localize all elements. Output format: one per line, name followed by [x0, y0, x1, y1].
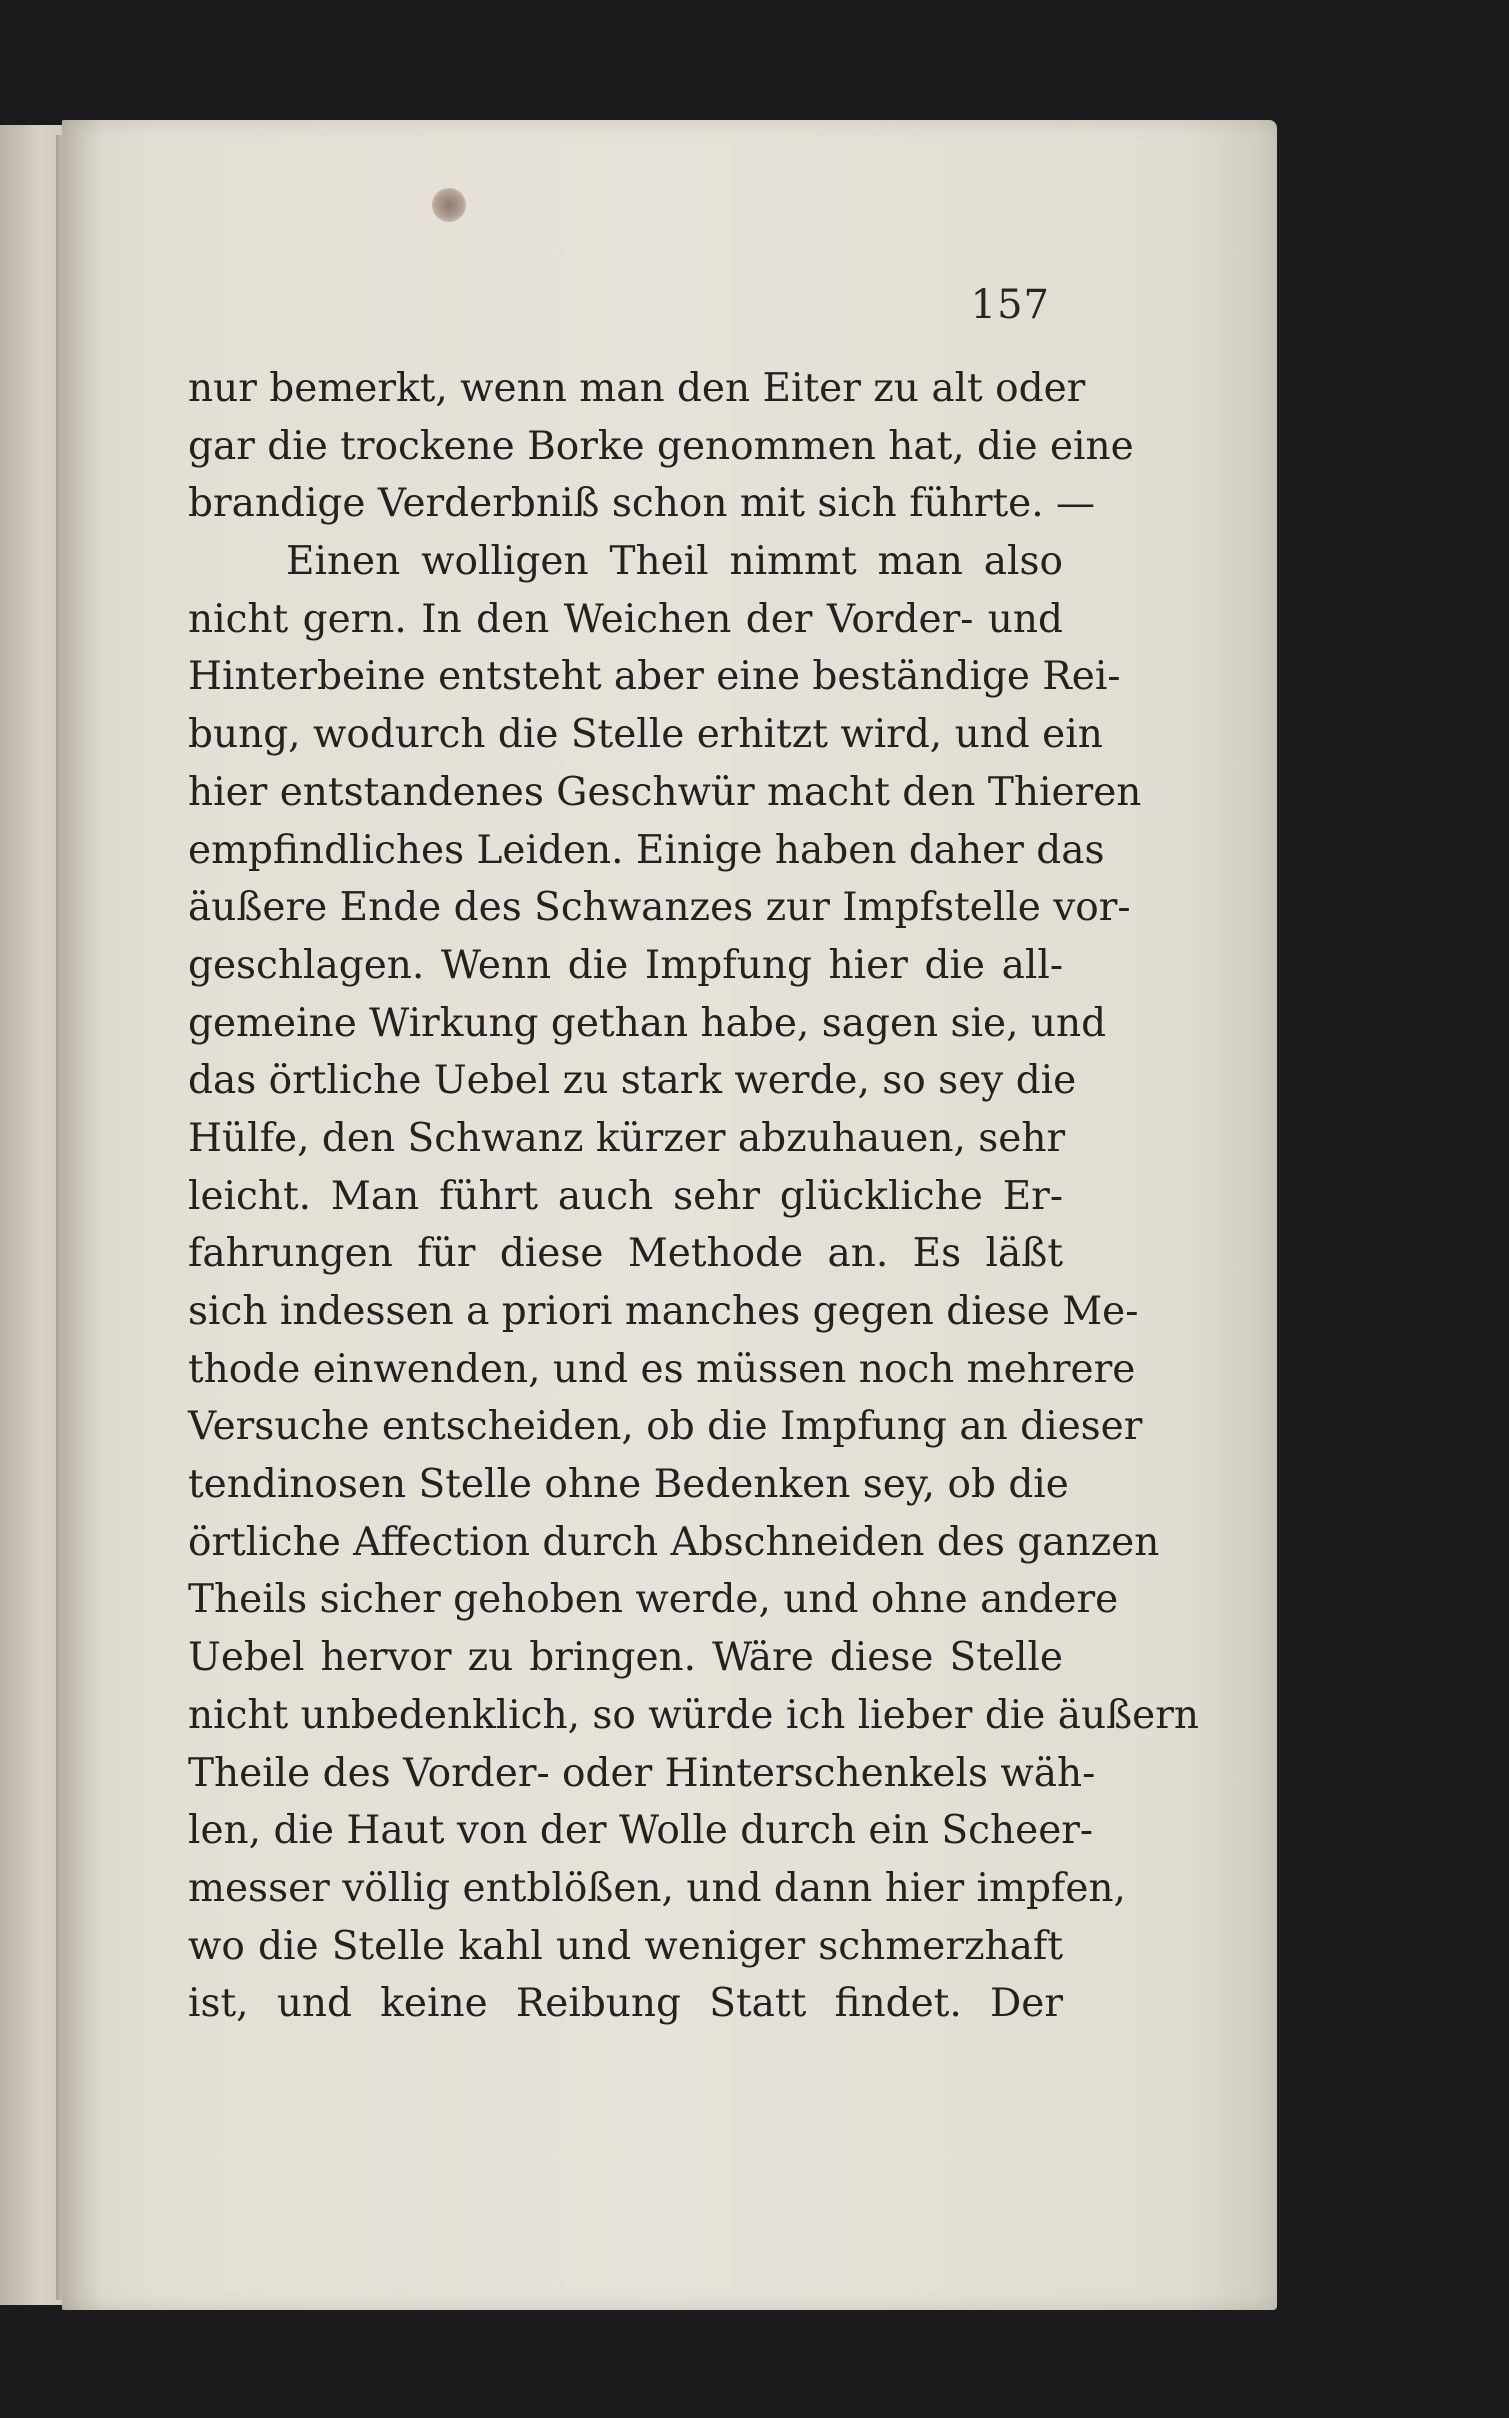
text-line: Uebel hervor zu bringen. Wäre diese Stelle — [188, 1635, 1063, 1681]
text-line: örtliche Affection durch Abschneiden des ganzen — [188, 1519, 1160, 1565]
text-line: messer völlig entblößen, und dann hier impfen, — [188, 1865, 1126, 1911]
text-line: len, die Haut von der Wolle durch ein Scheer- — [188, 1808, 1094, 1854]
text-line: nur bemerkt, wenn man den Eiter zu alt oder — [188, 366, 1086, 411]
text-line: nicht unbedenklich, so würde ich lieber die äußern — [188, 1692, 1199, 1738]
text-line: Versuche entscheiden, ob die Impfung an dieser — [188, 1404, 1143, 1450]
page-number: 157 — [970, 282, 1050, 328]
text-line: das örtliche Uebel zu stark werde, so sey die — [188, 1058, 1077, 1104]
text-line: brandige Verderbniß schon mit sich führte. — — [188, 481, 1096, 527]
text-line: tendinosen Stelle ohne Bedenken sey, ob die — [188, 1462, 1069, 1508]
text-line: geschlagen. Wenn die Impfung hier die all- — [188, 942, 1063, 988]
page-gutter-shadow — [62, 120, 102, 2310]
text-line: äußere Ende des Schwanzes zur Impfstelle vor- — [188, 885, 1131, 931]
text-line: empfindliches Leiden. Einige haben daher das — [188, 827, 1105, 873]
text-line: sich indessen a priori manches gegen diese Me- — [188, 1289, 1139, 1334]
text-line: Theile des Vorder- oder Hinterschenkels wäh- — [188, 1750, 1096, 1796]
text-line: hier entstandenes Geschwür macht den Thieren — [188, 769, 1142, 815]
body-text — [188, 360, 1199, 2033]
text-line: thode einwenden, und es müssen noch mehrere — [188, 1346, 1136, 1392]
text-line: gar die trockene Borke genommen hat, die eine — [188, 423, 1134, 469]
text-line: bung, wodurch die Stelle erhitzt wird, und ein — [188, 712, 1103, 758]
text-line: fahrungen für diese Methode an. Es läßt — [188, 1231, 1063, 1277]
text-line-paragraph-start: Einen wolligen Theil nimmt man also — [286, 539, 1063, 585]
text-line: leicht. Man führt auch sehr glückliche Er- — [188, 1173, 1063, 1219]
text-line: gemeine Wirkung gethan habe, sagen sie, und — [188, 1000, 1107, 1046]
text-line: Theils sicher gehoben werde, und ohne andere — [188, 1577, 1119, 1623]
text-line: ist, und keine Reibung Statt findet. Der — [188, 1981, 1063, 2027]
text-line: wo die Stelle kahl und weniger schmerzhaft — [188, 1923, 1063, 1969]
text-line: Hinterbeine entsteht aber eine beständige Rei- — [188, 654, 1121, 700]
text-line: nicht gern. In den Weichen der Vorder- und — [188, 596, 1063, 642]
text-line: Hülfe, den Schwanz kürzer abzuhauen, sehr — [188, 1115, 1066, 1161]
paper-stain — [432, 188, 466, 222]
